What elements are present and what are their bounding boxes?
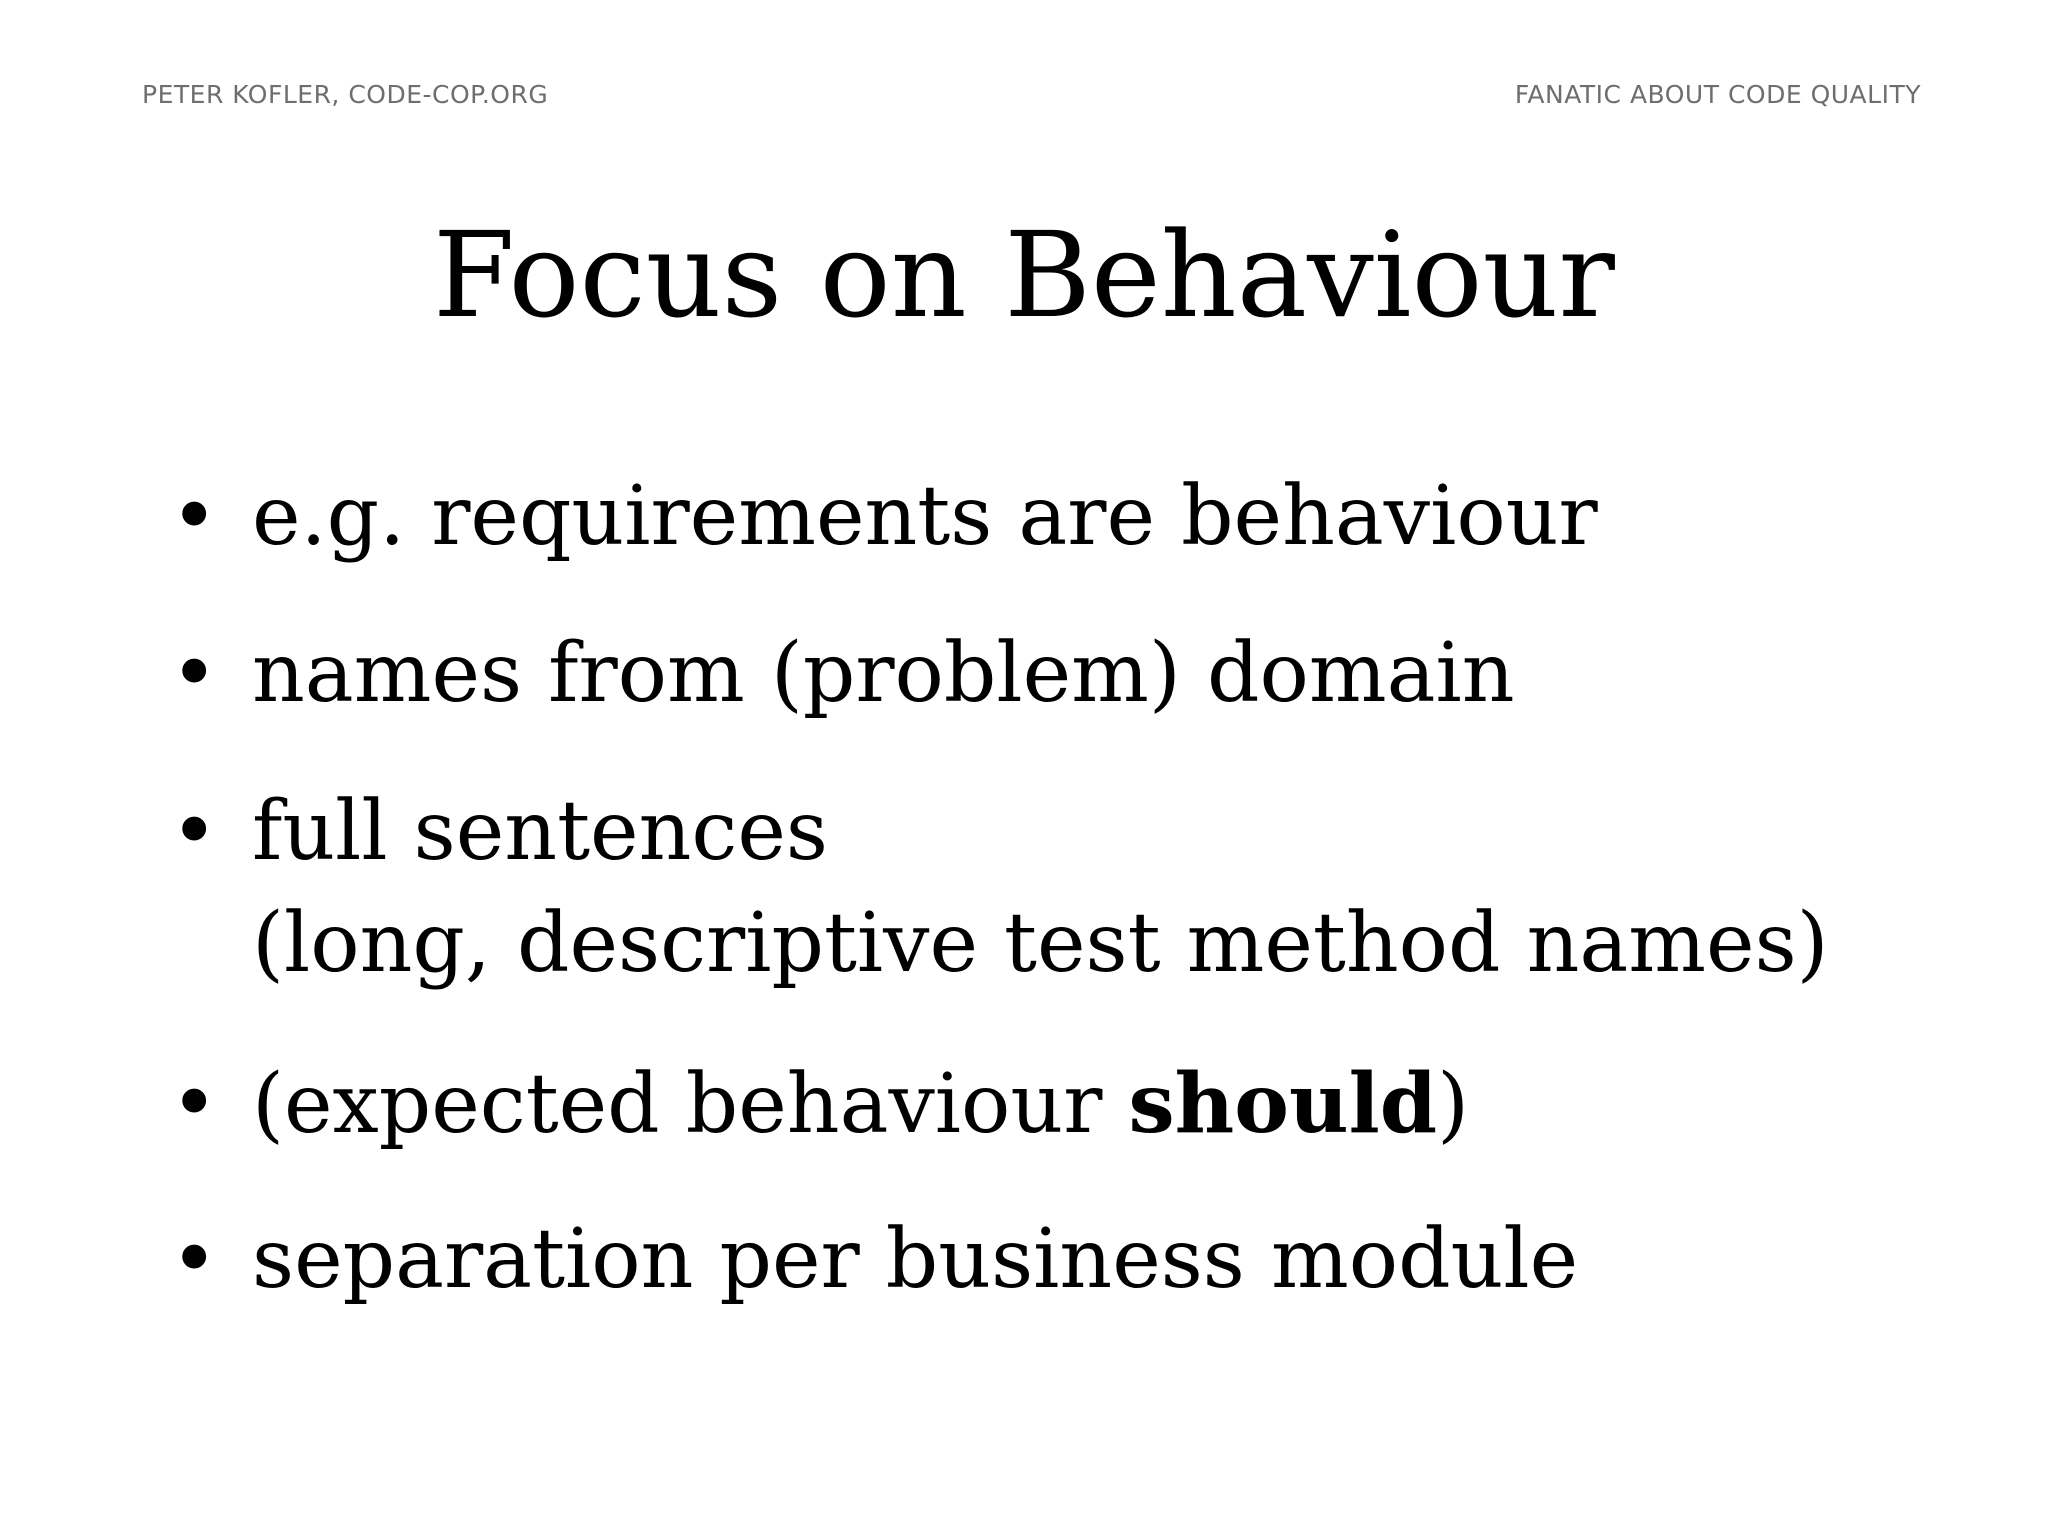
bullet-text <box>252 618 1515 730</box>
bullet-text-bold: should <box>1128 1056 1438 1152</box>
bullet-dot: • <box>170 1212 219 1307</box>
header-author: PETER KOFLER, CODE-COP.ORG <box>142 80 549 109</box>
bullet-dot: • <box>170 784 219 879</box>
bullet-line <box>252 1048 1469 1161</box>
bullet-line: separation per business module <box>252 1212 1579 1307</box>
bullet-dot: • <box>170 626 219 721</box>
bullet-text <box>252 461 1598 573</box>
bullet-text-pre: (expected behaviour <box>252 1057 1129 1152</box>
bullet-dot: • <box>170 469 219 564</box>
bullet-text <box>252 1048 1469 1161</box>
bullet-line-continuation: (long, descriptive test method names) <box>252 896 1829 991</box>
bullet-text <box>252 1204 1578 1316</box>
bullet-line: names from (problem) domain <box>252 626 1515 721</box>
bullet-text <box>252 776 1829 1000</box>
bullet-line: e.g. requirements are behaviour <box>252 469 1598 564</box>
bullet-line: full sentences <box>252 784 828 879</box>
header-tagline: FANATIC ABOUT CODE QUALITY <box>1514 80 1921 109</box>
bullet-text-post: ) <box>1437 1057 1470 1152</box>
bullet-dot: • <box>170 1056 219 1151</box>
slide-title: Focus on Behaviour <box>433 206 1615 344</box>
